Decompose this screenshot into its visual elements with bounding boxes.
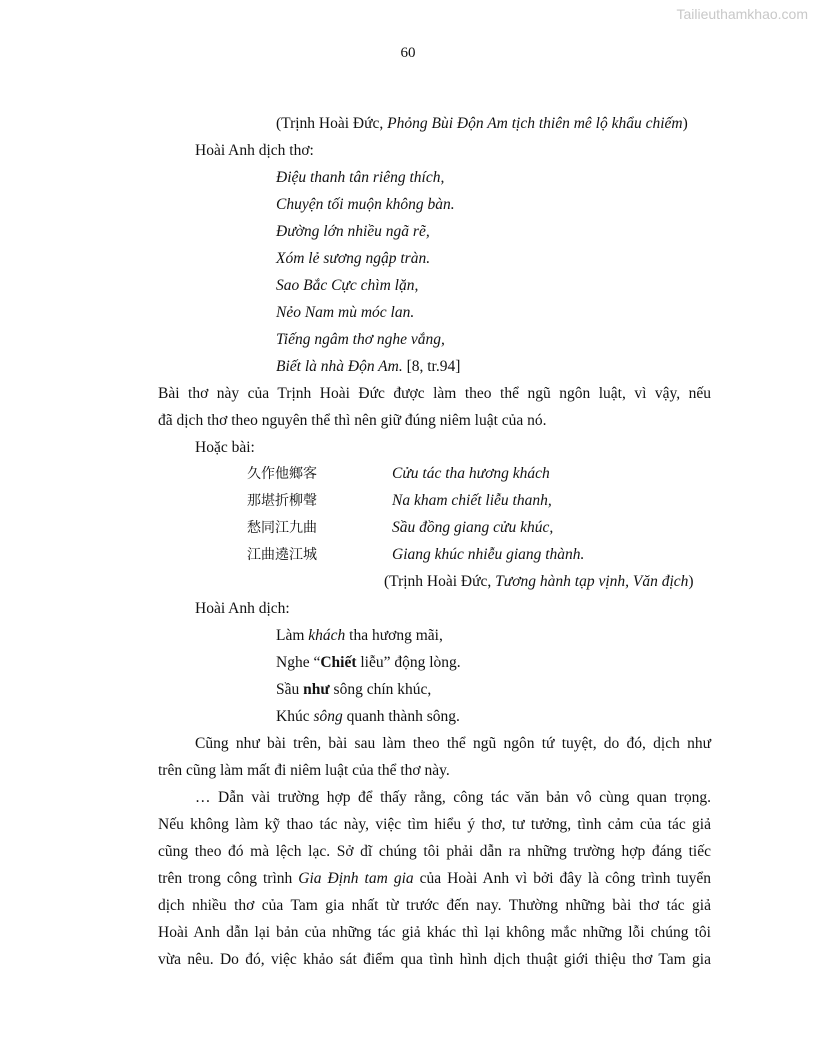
- han-nom-line: 江曲遶江城: [247, 547, 317, 563]
- paragraph-line: dịch nhiều thơ của Tam gia nhất từ trước đến nay. Thường những bài thơ tác giả: [158, 897, 711, 914]
- poem1-last-line: [276, 357, 460, 377]
- source-close: ): [688, 573, 694, 590]
- paragraph-line: đã dịch thơ theo nguyên thể thì nên giữ đúng niêm luật của nó.: [158, 412, 547, 429]
- emphasis-text: sông: [313, 708, 343, 725]
- text: Khúc: [276, 708, 314, 725]
- source-open: (Trịnh Hoài Đức,: [384, 573, 496, 590]
- citation-ref: [8, tr.94]: [402, 358, 461, 375]
- translation-line: [276, 680, 431, 700]
- bold-text: Chiết: [320, 654, 357, 671]
- han-nom-line: 愁同江九曲: [247, 520, 317, 536]
- emphasis-text: khách: [308, 627, 346, 644]
- paragraph-line: Cũng như bài trên, bài sau làm theo thể ngũ ngôn tứ tuyệt, do đó, dịch như: [195, 735, 711, 752]
- source-open: (Trịnh Hoài Đức,: [276, 115, 388, 132]
- book-title: Gia Định tam gia: [298, 870, 414, 887]
- intro-line-3: Hoài Anh dịch:: [195, 600, 290, 617]
- paragraph-line: Hoài Anh dẫn lại bản của những tác giả khác thì lại không mắc những lỗi chúng tôi: [158, 924, 711, 941]
- han-nom-line: 久作他鄉客: [247, 466, 317, 482]
- han-nom-line: 那堪折柳聲: [247, 493, 317, 509]
- translation-line: [276, 653, 461, 673]
- paragraph-line: [158, 869, 711, 889]
- translation-line: [276, 707, 460, 727]
- text: tha hương mãi,: [345, 627, 443, 644]
- intro-line-1: Hoài Anh dịch thơ:: [195, 142, 314, 159]
- transliteration-line: Na kham chiết liễu thanh,: [392, 492, 552, 509]
- transliteration-line: Cửu tác tha hương khách: [392, 465, 550, 482]
- source-title: Phỏng Bùi Độn Am tịch thiên mê lộ khẩu chiếm: [387, 115, 683, 132]
- intro-line-2: Hoặc bài:: [195, 439, 255, 456]
- poem1-line: Đường lớn nhiều ngã rẽ,: [276, 223, 430, 240]
- poem1-line: Xóm lẻ sương ngập tràn.: [276, 250, 431, 267]
- paragraph-line: vừa nêu. Do đó, việc khảo sát điểm qua tình hình dịch thuật giới thiệu thơ Tam gia: [158, 951, 711, 968]
- text: trên trong công trình: [158, 870, 299, 887]
- transliteration-line: Sầu đồng giang cửu khúc,: [392, 519, 554, 536]
- watermark: Tailieuthamkhao.com: [676, 6, 808, 22]
- text: quanh thành sông.: [342, 708, 460, 725]
- paragraph-line: trên cũng làm mất đi niêm luật của thể thơ này.: [158, 762, 450, 779]
- bold-text: như: [303, 681, 330, 698]
- poem1-line: Tiếng ngâm thơ nghe vắng,: [276, 331, 445, 348]
- poem1-line: Biết là nhà Độn Am.: [276, 358, 403, 375]
- source-close: ): [682, 115, 688, 132]
- paragraph-line: Bài thơ này của Trịnh Hoài Đức được làm theo thể ngũ ngôn luật, vì vậy, nếu: [158, 385, 711, 402]
- source-title: Tương hành tạp vịnh, Văn địch: [495, 573, 689, 590]
- paragraph-line: Nếu không làm kỹ thao tác này, việc tìm hiểu ý thơ, tư tưởng, tình cảm của tác giả: [158, 816, 711, 833]
- poem1-line: Chuyện tối muộn không bàn.: [276, 196, 455, 213]
- text: Làm: [276, 627, 309, 644]
- poem1-line: Điệu thanh tân riêng thích,: [276, 169, 445, 186]
- text: Nghe “: [276, 654, 321, 671]
- paragraph-line: … Dẫn vài trường hợp để thấy rằng, công tác văn bản vô cùng quan trọng.: [195, 789, 711, 806]
- source-citation-1: [276, 114, 688, 134]
- text: Sầu: [276, 681, 304, 698]
- text: liễu” động lòng.: [356, 654, 461, 671]
- source-citation-2: [384, 572, 694, 592]
- text: của Hoài Anh vì bởi đây là công trình tuyển: [413, 870, 711, 887]
- transliteration-line: Giang khúc nhiễu giang thành.: [392, 546, 585, 563]
- translation-line: [276, 626, 443, 646]
- page-number: 60: [400, 45, 416, 61]
- poem1-line: Nẻo Nam mù móc lan.: [276, 304, 415, 321]
- poem1-line: Sao Bắc Cực chìm lặn,: [276, 277, 419, 294]
- text: sông chín khúc,: [329, 681, 432, 698]
- paragraph-line: cũng theo đó mà lệch lạc. Sở dĩ chúng tôi phải dẫn ra những trường hợp đáng tiếc: [158, 843, 711, 860]
